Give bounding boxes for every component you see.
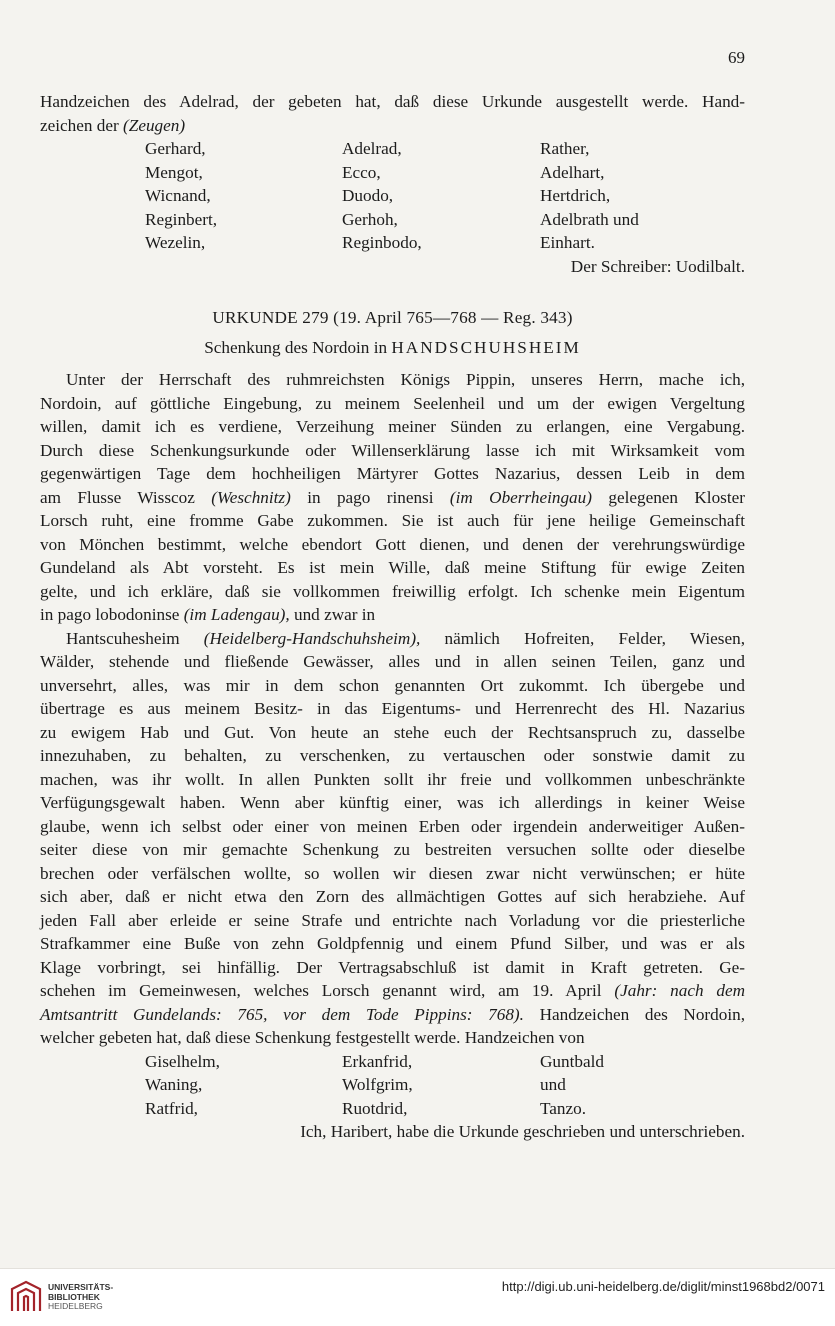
institution-line: BIBLIOTHEK <box>48 1291 100 1302</box>
text-line: glaube, wenn ich selbst oder einer von meinen Erben oder irgendein anderweitiger Außen- <box>40 816 745 836</box>
text-span: Handzeichen des Nordoin, <box>523 1004 746 1024</box>
text-line <box>40 114 745 138</box>
name: Ratfrid, <box>145 1098 198 1118</box>
text-line <box>40 603 745 627</box>
text-line: willen, damit ich es verdiene, Verzeihung meiner Sünden zu erlangen, eine Vergabung. <box>40 417 745 436</box>
text-line <box>40 627 745 651</box>
name: Waning, <box>145 1075 203 1094</box>
charter-title: URKUNDE 279 (19. April 765—768 — Reg. 343) <box>212 308 573 327</box>
name: Rather, <box>540 139 590 158</box>
text-line: Klage vorbringt, sei hinfällig. Der Vertragsabschluß ist damit in Kraft getreten. Ge- <box>40 957 745 977</box>
text-span: am Flusse Wisscoz <box>40 487 212 507</box>
permalink-url[interactable]: http://digi.ub.uni-heidelberg.de/diglit/minst1968bd2/0071 <box>501 1279 825 1294</box>
name-row <box>40 231 745 255</box>
institution-name <box>48 1283 113 1312</box>
name: Gerhard, <box>145 139 206 158</box>
text-span: schehen im Gemeinwesen, welches Lorsch genannt wird, am 19. April <box>40 981 615 1000</box>
name: Wezelin, <box>145 233 206 252</box>
witness-row <box>40 1073 745 1097</box>
text-line: Handzeichen des Adelrad, der gebeten hat, daß diese Urkunde ausgestellt werde. Hand- <box>40 92 745 111</box>
text-line <box>40 1003 745 1027</box>
name: Adelbrath und <box>540 209 639 229</box>
text-line: Strafkammer eine Buße von zehn Goldpfennig und einem Pfund Silber, und was er als <box>40 934 745 953</box>
italic-span: (Weschnitz) <box>211 487 291 507</box>
text-line: von Mönchen bestimmt, welche ebendort Gott dienen, und denen der verehrungswürdige <box>40 534 745 554</box>
name-row <box>40 208 745 232</box>
text-line: übertrage es aus meinem Besitz- in das Eigentums- und Herrenrecht des Hl. Nazarius <box>40 699 745 718</box>
text-line: sich aber, daß er nicht etwa den Zorn des allmächtigen Gottes auf sich herabziehe. Auf <box>40 887 745 906</box>
text-line: seiter diese von mir gemachte Schenkung zu bestreiten versuchen sollte oder dieselbe <box>40 840 745 859</box>
document-heading <box>40 306 745 359</box>
name: Tanzo. <box>540 1098 587 1118</box>
name: Wolfgrim, <box>342 1075 413 1094</box>
institution-line: UNIVERSITÄTS- <box>48 1282 114 1292</box>
name: Adelrad, <box>342 139 402 158</box>
text-line: zu ewigem Hab und Gut. Von heute an stehe euch der Rechtsanspruch zu, dasselbe <box>40 722 745 742</box>
text-line: Nordoin, auf göttliche Eingebung, zu meinem Seelenheil und um der ewigen Vergeltung <box>40 393 745 413</box>
text-line: Durch diese Schenkungsurkunde oder Willenserklärung lasse ich mit Wirksamkeit vom <box>40 440 745 460</box>
text-line: Gundeland als Abt vorsteht. Es ist mein Wille, daß meine Stiftung für ewige Zeiten <box>40 558 745 577</box>
text-span: zeichen der <box>40 115 124 135</box>
text-line <box>40 486 745 510</box>
text-line: welcher gebeten hat, daß diese Schenkung festgestellt werde. Handzeichen von <box>40 1028 585 1047</box>
text-line: machen, was ihr wollt. In allen Punkten sollt ihr freie und vollkommen unbeschränkte <box>40 769 745 789</box>
text-line: brechen oder verfälschen wollte, so wollen wir diesen zwar nicht verwünschen; er hüte <box>40 863 745 883</box>
name: Einhart. <box>540 233 595 252</box>
italic-span: (im Oberrheingau) <box>449 487 592 507</box>
text-span: gelegenen Kloster <box>591 487 745 507</box>
name: und <box>540 1075 566 1094</box>
page-number: 69 <box>728 48 745 67</box>
text-line: jeden Fall aber erleide er seine Strafe und entrichte nach Vorladung vor die priesterliche <box>40 910 745 930</box>
name-row <box>40 137 745 161</box>
text-line: Verfügungsgewalt haben. Wenn aber künftig einer, was ich allerdings in keiner Weise <box>40 793 745 812</box>
text-line <box>40 979 745 1003</box>
text-span: in pago lobodoninse <box>40 605 184 624</box>
witness-row <box>40 1050 745 1074</box>
name: Reginbodo, <box>342 233 422 252</box>
institution-line: HEIDELBERG <box>48 1301 103 1311</box>
charter-subtitle <box>40 336 745 360</box>
italic-span: (Jahr: nach dem <box>614 981 745 1000</box>
name: Gerhoh, <box>342 209 398 229</box>
witness-list-block <box>40 90 745 278</box>
text-span: und zwar in <box>289 605 376 624</box>
name: Hertdrich, <box>540 186 611 205</box>
name: Mengot, <box>145 162 203 182</box>
name: Reginbert, <box>145 209 218 229</box>
name: Giselhelm, <box>145 1051 220 1071</box>
name: Ecco, <box>342 162 381 182</box>
text-line: unversehrt, alles, was mir in dem schon genannten Ort zukommt. Ich übergebe und <box>40 675 745 695</box>
text-line: innezuhaben, zu behalten, zu verschenken, zu vertauschen oder sonstwie damit zu <box>40 746 745 765</box>
name: Wicnand, <box>145 186 211 205</box>
text-span: nämlich Hofreiten, Felder, Wiesen, <box>420 628 745 648</box>
text-line: Unter der Herrschaft des ruhmreichsten Königs Pippin, unseres Herrn, mache ich, <box>66 370 745 389</box>
italic-span: (Zeugen) <box>123 115 186 135</box>
name: Guntbald <box>540 1051 604 1071</box>
name: Duodo, <box>342 186 394 205</box>
name-row <box>40 184 745 208</box>
name: Ruotdrid, <box>342 1098 408 1118</box>
italic-span: (Heidelberg-Handschuhsheim), <box>203 628 421 648</box>
text-span: in pago rinensi <box>290 487 450 507</box>
name-row <box>40 161 745 185</box>
closing-line: Ich, Haribert, habe die Urkunde geschrieben und unterschrieben. <box>300 1122 745 1141</box>
text-line: gegenwärtigen Tage dem hochheiligen Märtyrer Gottes Nazarius, dessen Leib in dem <box>40 464 745 483</box>
text-line: Wälder, stehende und fließende Gewässer, alles und in allen seinen Teilen, ganz und <box>40 652 745 671</box>
text-line: gelte, und ich erkläre, daß sie vollkommen freiwillig erfolgt. Ich schenke mein Eigentum <box>40 581 745 601</box>
scribe-line: Der Schreiber: Uodilbalt. <box>570 256 745 276</box>
university-library-logo-icon <box>8 1279 44 1315</box>
footer-bar <box>0 1268 835 1326</box>
text-span: Schenkung des Nordoin in <box>204 337 392 357</box>
name: Adelhart, <box>540 162 605 182</box>
italic-span: Amtsantritt Gundelands: 765, vor dem Tode Pippins: 768). <box>40 1004 524 1024</box>
italic-span: (im Ladengau), <box>183 605 290 624</box>
text-span: Hantscuhesheim <box>66 628 204 648</box>
charter-body <box>40 368 745 1144</box>
name: Erkanfrid, <box>342 1051 413 1071</box>
witness-row <box>40 1097 745 1121</box>
place-name: HANDSCHUHSHEIM <box>391 337 581 357</box>
text-line: Lorsch ruht, eine fromme Gabe zukommen. Sie ist auch für jene heilige Gemeinschaft <box>40 511 745 530</box>
